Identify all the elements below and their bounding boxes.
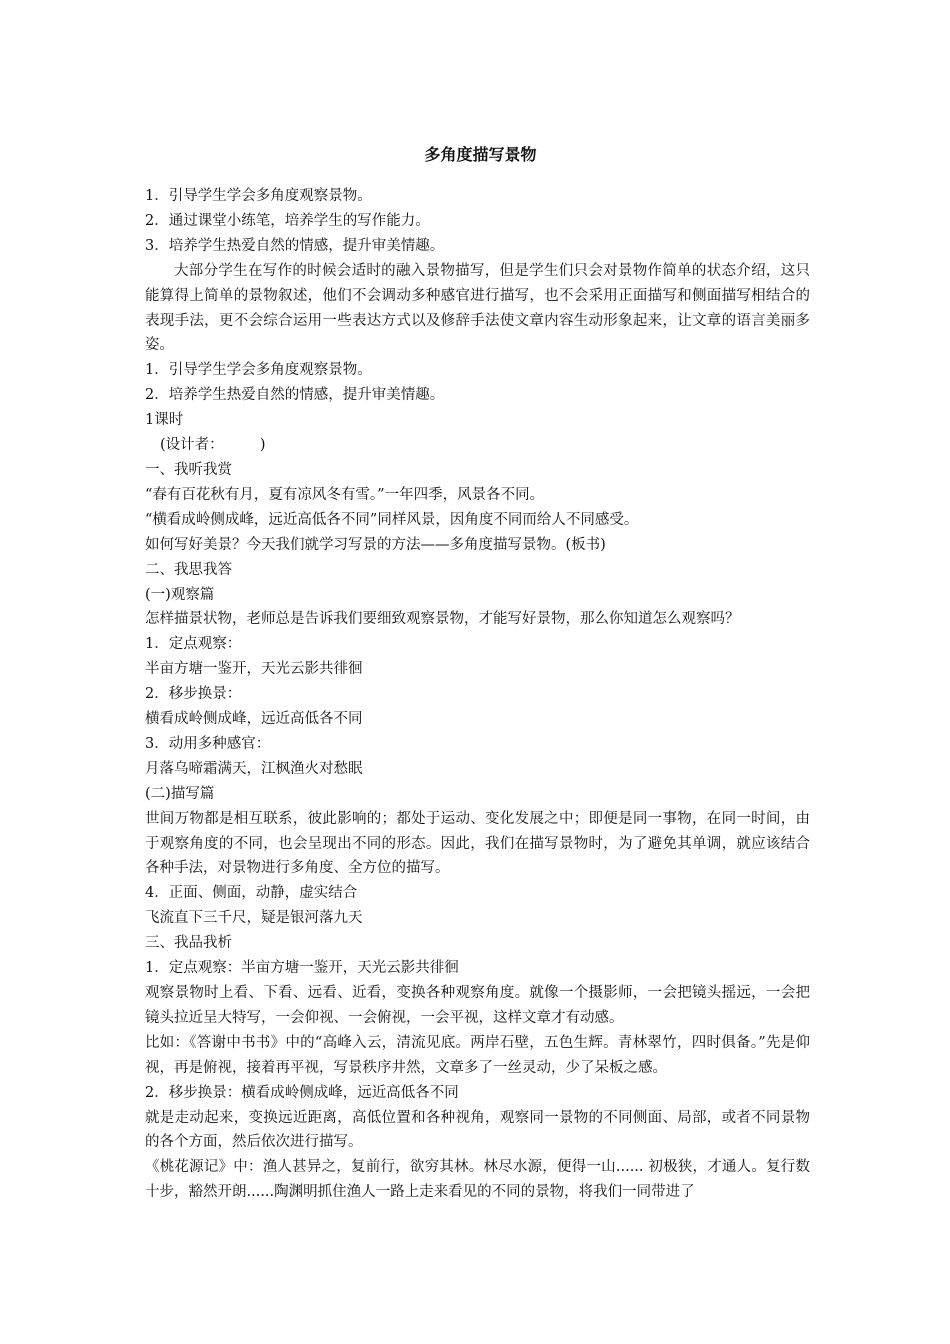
document-page (145, 142, 810, 1205)
paragraph: 世间万物都是相互联系，彼此影响的；都处于运动、变化发展之中；即便是同一事物，在同一时间，由于观察角度的不同，也会呈现出不同的形态。因此，我们在描写景物时，为了避免其单调，就应该结合各种手法，对景物进行多角度、全方位的描写。 (145, 810, 810, 877)
text-line: 4．正面、侧面，动静，虚实结合 (145, 885, 358, 902)
text-line: 2．培养学生热爱自然的情感，提升审美情趣。 (145, 387, 445, 404)
text-line: 怎样描景状物，老师总是告诉我们要细致观察景物，才能写好景物，那么你知道怎么观察吗？ (145, 611, 740, 628)
text-line: 飞流直下三千尺，疑是银河落九天 (145, 910, 363, 927)
designer-line: (设计者： ) (160, 437, 266, 454)
text-line: 横看成岭侧成峰，远近高低各不同 (145, 711, 363, 728)
document-body (145, 184, 810, 1205)
text-line: 1．引导学生学会多角度观察景物。 (145, 188, 372, 204)
text-line: “横看成岭侧成峰，远近高低各不同”同样风景，因角度不同而给人不同感受。 (145, 511, 639, 528)
paragraph: 《桃花源记》中：渔人甚异之，复前行，欲穷其林。林尽水源，便得一山...... 初极狭，才通人。复行数十步，豁然开朗......陶渊明抓住渔人一路上走来看见的不同的景物，将我们一同带进了 (145, 1159, 810, 1201)
text-line: 三、我品我析 (145, 935, 232, 952)
text-line: 1．引导学生学会多角度观察景物。 (145, 362, 372, 379)
text-line: 3．培养学生热爱自然的情感，提升审美情趣。 (145, 237, 445, 254)
text-line: 1．定点观察： (145, 636, 242, 653)
text-line: “春有百花秋有月，夏有凉风冬有雪。”一年四季，风景各不同。 (145, 486, 545, 503)
text-line: 半亩方塘一鉴开，天光云影共徘徊 (145, 661, 363, 678)
text-line: 2．通过课堂小练笔，培养学生的写作能力。 (145, 212, 430, 229)
paragraph: 观察景物时上看、下看、远看、近看，变换各种观察角度。就像一个摄影师，一会把镜头摇远，一会把镜头拉近呈大特写，一会仰视、一会俯视，一会平视，这样文章才有动感。 (145, 985, 810, 1026)
text-line: 3．动用多种感官： (145, 735, 271, 752)
text-line: 2．移步换景：横看成岭侧成峰，远近高低各不同 (145, 1084, 459, 1101)
text-line: 1课时 (145, 412, 184, 429)
text-line: (二)描写篇 (145, 785, 215, 802)
text-line: 1．定点观察：半亩方塘一鉴开，天光云影共徘徊 (145, 960, 459, 977)
paragraph: 大部分学生在写作的时候会适时的融入景物描写，但是学生们只会对景物作简单的状态介绍，这只能算得上简单的景物叙述，他们不会调动多种感官进行描写，也不会采用正面描写和侧面描写相结合的表现手法，更不会综合运用一些表达方式以及修辞手法使文章内容生动形象起来，让文章的语言美丽多姿。 (145, 262, 810, 354)
paragraph: 比如：《答谢中书书》中的“高峰入云，清流见底。两岸石壁，五色生辉。青林翠竹，四时俱备。”先是仰视，再是俯视，接着再平视，写景秩序井然，文章多了一丝灵动，少了呆板之感。 (145, 1034, 810, 1076)
document-title: 多角度描写景物 (424, 145, 537, 164)
text-line: 如何写好美景？今天我们就学习写景的方法——多角度描写景物。(板书) (145, 536, 606, 553)
text-line: 2．移步换景： (145, 686, 242, 703)
text-line: (一)观察篇 (145, 586, 215, 603)
text-line: 一、我听我赏 (145, 461, 232, 478)
paragraph: 就是走动起来，变换远近距离，高低位置和各种视角，观察同一景物的不同侧面、局部，或者不同景物的各个方面，然后依次进行描写。 (145, 1109, 810, 1151)
text-line: 月落乌啼霜满天，江枫渔火对愁眠 (145, 760, 363, 777)
text-line: 二、我思我答 (145, 561, 232, 578)
